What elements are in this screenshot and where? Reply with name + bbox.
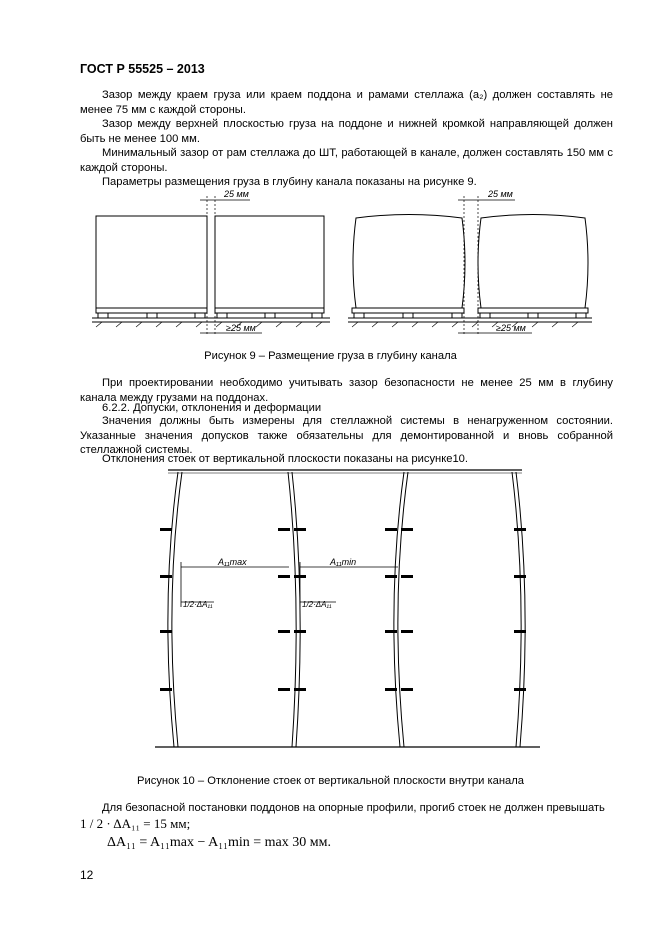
figure-9-caption: Рисунок 9 – Размещение груза в глубину канала [204, 350, 457, 362]
figure-10-caption: Рисунок 10 – Отклонение стоек от вертикальной плоскости внутри канала [137, 775, 524, 787]
document-header: ГОСТ Р 55525 – 2013 [80, 62, 205, 76]
label-a11max: A₁₁max [218, 557, 247, 567]
figure-10-diagram [0, 462, 661, 762]
dim-25mm-top-left: 25 мм [224, 189, 249, 199]
paragraph-deflection: Для безопасной постановки поддонов на опорные профили, прогиб стоек не должен превышать [102, 802, 605, 814]
load-bulged [478, 215, 588, 309]
paragraph-figure9-ref: Параметры размещения груза в глубину канала показаны на рисунке 9. [102, 176, 477, 188]
label-half-delta-right: 1/2·ΔA₁₁ [302, 600, 332, 609]
paragraph-safety-gap: При проектировании необходимо учитывать зазор безопасности не менее 25 мм в глубину канала между грузами на поддонах. [80, 377, 613, 404]
paragraph-clearance-edges: Зазор между краем груза или краем поддона и рамами стеллажа (a₂) должен составлять не менее 75 мм с каждой стороны. [80, 89, 613, 116]
load-bulged [353, 215, 465, 309]
paragraph-clearance-top: Зазор между верхней плоскостью груза на поддоне и нижней кромкой направляющей должен быть не менее 100 мм. [80, 118, 613, 145]
label-a11min: A₁₁min [330, 557, 357, 567]
dim-25mm-bottom-left: ≥25 мм [226, 323, 256, 333]
load-box [215, 216, 324, 308]
page-number: 12 [80, 868, 94, 882]
dim-25mm-bottom-right: ≥25 мм [496, 323, 526, 333]
formula-half-delta: 1 / 2 · ΔA₁₁ = 15 мм; [80, 816, 191, 831]
load-box [96, 216, 207, 308]
section-heading-tolerances: 6.2.2. Допуски, отклонения и деформации [102, 402, 322, 414]
label-half-delta-left: 1/2·ΔA₁₁ [183, 600, 213, 609]
paragraph-measurements: Значения должны быть измерены для стеллажной системы в ненагруженном состоянии. Указанные значения допусков также обязательны для демонтированной и вновь собранной стеллажной системы. [80, 415, 613, 456]
paragraph-clearance-frames: Минимальный зазор от рам стеллажа до ШТ, работающей в канале, должен составлять 150 мм с каждой стороны. [80, 147, 613, 174]
dim-25mm-top-right: 25 мм [488, 189, 513, 199]
paragraph-figure10-ref: Отклонения стоек от вертикальной плоскости показаны на рисунке10. [102, 453, 469, 465]
formula-delta-a11: ΔA₁₁ = A₁₁max − A₁₁min = max 30 мм. [107, 835, 331, 850]
figure-9-diagram [0, 186, 661, 346]
